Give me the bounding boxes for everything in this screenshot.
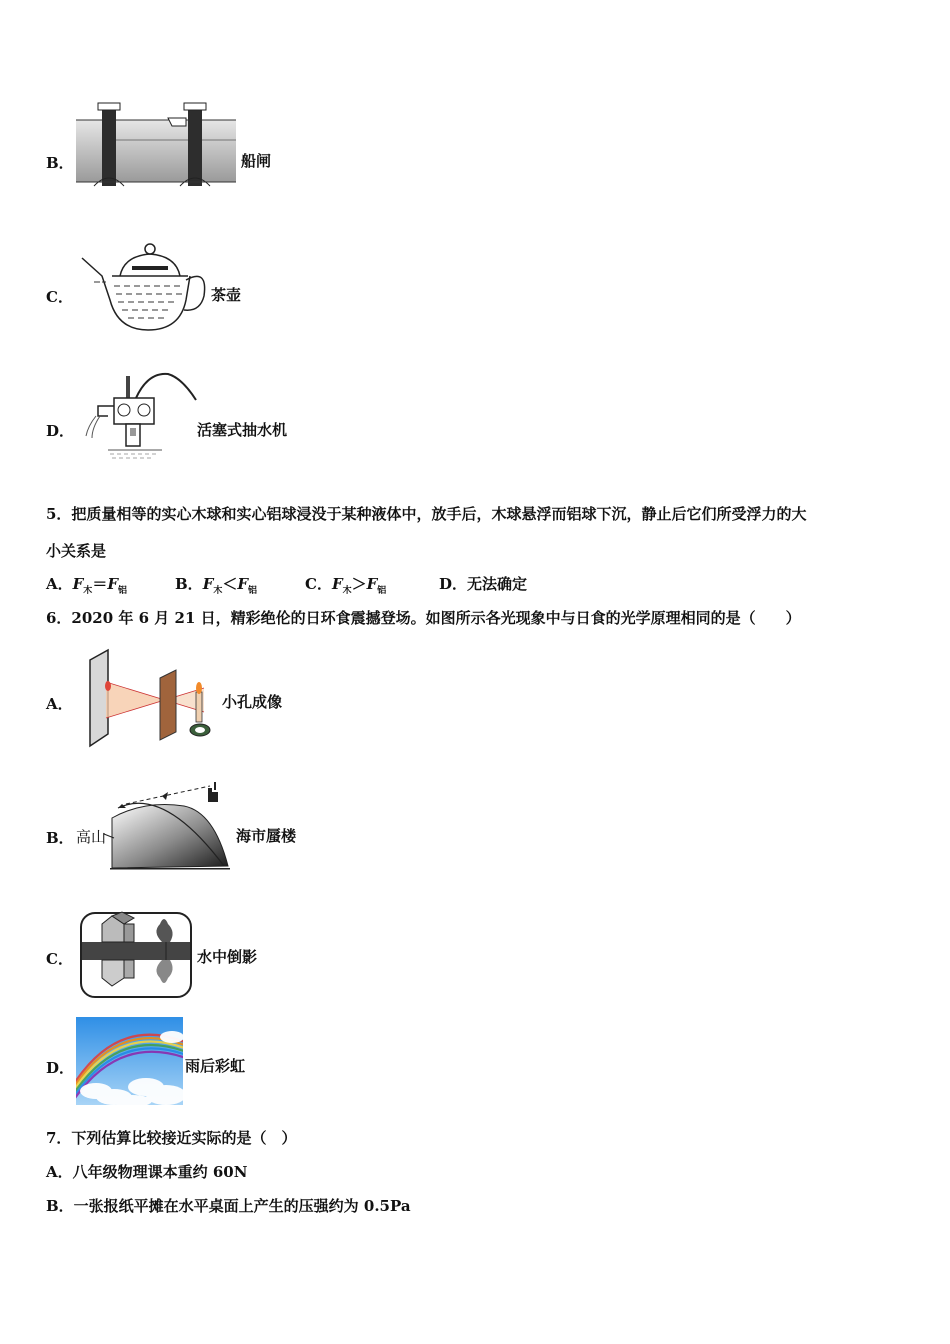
q5-option-b-sub2: 铝 [248, 586, 258, 596]
q5-question-line2: 小关系是 [46, 542, 107, 560]
q5-option-a-sub1: 木 [83, 586, 93, 596]
ship-lock-icon [76, 100, 236, 195]
q5-option-b-operator: ＜ [222, 575, 238, 593]
mirage-icon [74, 778, 234, 870]
q5-option-a-letter: A． [46, 575, 73, 593]
teapot-icon [80, 238, 210, 332]
q4-option-b-caption: 船闸 [241, 152, 272, 170]
q5-option-a-operator: ＝ [92, 575, 108, 593]
q5-option-b-letter: B． [175, 575, 203, 593]
q5-option-a-force1: F [72, 575, 84, 593]
q4-option-d-caption: 活塞式抽水机 [197, 421, 288, 439]
q5-option-c-sub2: 铝 [377, 586, 387, 596]
piston-pump-icon [78, 370, 200, 464]
q5-option-c-operator: ＞ [351, 575, 367, 593]
q4-option-c-caption: 茶壶 [211, 286, 242, 304]
q5-question-line1: 5．把质量相等的实心木球和实心铝球浸没于某种液体中，放手后，木球悬浮而铝球下沉，静止后它们所受浮力的大 [46, 505, 807, 523]
q6-option-b-letter: B． [46, 829, 74, 847]
q6-option-b-figure-label: 高山 [76, 828, 107, 846]
q6-option-c-caption: 水中倒影 [197, 948, 258, 966]
q4-option-d-letter: D． [46, 422, 75, 440]
q6-option-d-caption: 雨后彩虹 [185, 1057, 246, 1075]
q5-option-d [439, 574, 527, 594]
pinhole-imaging-icon [84, 648, 224, 748]
q5-option-b [175, 574, 257, 597]
q4-option-c-letter: C． [46, 288, 73, 306]
water-reflection-icon [80, 912, 192, 998]
q5-option-b-force1: F [202, 575, 214, 593]
q6-option-c-letter: C． [46, 950, 73, 968]
q5-option-b-sub1: 木 [213, 586, 223, 596]
q6-option-a-caption: 小孔成像 [222, 693, 283, 711]
q7-option-a: A．八年级物理课本重约 60N [46, 1163, 248, 1181]
rainbow-icon [76, 1017, 183, 1105]
q5-option-c-letter: C． [305, 575, 332, 593]
q5-option-c-force1: F [331, 575, 343, 593]
q5-option-a [46, 574, 127, 597]
q5-option-d-letter: D． [439, 575, 468, 593]
q5-option-b-force2: F [237, 575, 249, 593]
q7-question: 7．下列估算比较接近实际的是（ ） [46, 1129, 297, 1147]
q5-option-c-force2: F [366, 575, 378, 593]
q7-option-b: B．一张报纸平摊在水平桌面上产生的压强约为 0.5Pa [46, 1197, 411, 1215]
q5-option-a-sub2: 铝 [117, 586, 127, 596]
q5-option-a-force2: F [107, 575, 118, 593]
q5-option-d-text: 无法确定 [467, 575, 528, 593]
q6-question: 6．2020 年 6 月 21 日，精彩绝伦的日环食震撼登场。如图所示各光现象中与日食的光学原理相同的是（ ） [46, 609, 801, 627]
q5-option-c-sub1: 木 [342, 586, 352, 596]
q5-option-c [305, 574, 386, 597]
q6-option-b-caption: 海市蜃楼 [236, 827, 297, 845]
q6-option-d-letter: D． [46, 1059, 75, 1077]
q4-option-b-letter: B． [46, 154, 74, 172]
q6-option-a-letter: A． [46, 695, 73, 713]
